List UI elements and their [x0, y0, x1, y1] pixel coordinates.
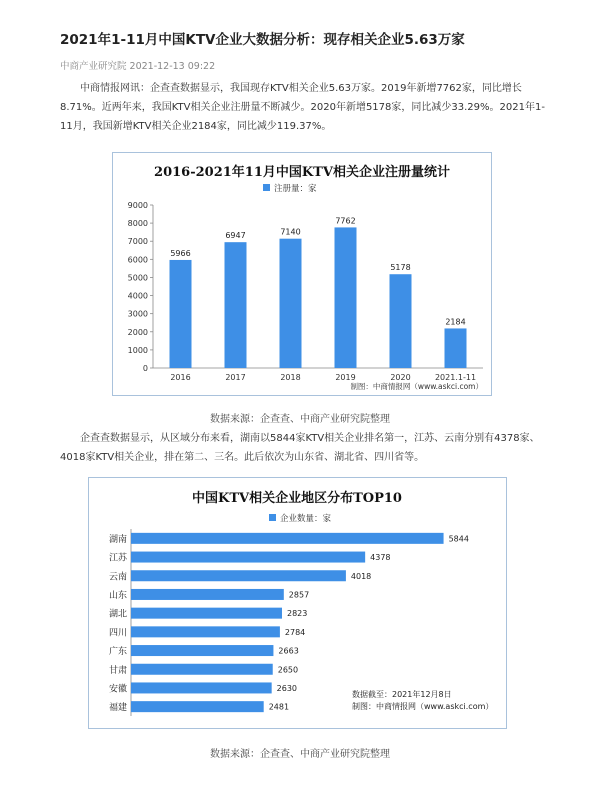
- chart1-value-label: 5966: [170, 248, 191, 258]
- chart2-caption: 数据来源：企查查、中商产业研究院整理: [210, 749, 390, 760]
- chart1-caption: 数据来源：企查查、中商产业研究院整理: [210, 414, 390, 425]
- chart2-legend-label: 企业数量：家: [280, 514, 332, 524]
- chart1-value-label: 5178: [390, 263, 411, 273]
- chart2-bar: [131, 533, 444, 544]
- chart1-y-tick-label: 9000: [127, 201, 148, 210]
- chart1-legend-label: 注册量：家: [274, 184, 317, 194]
- chart1-value-label: 2184: [445, 317, 466, 327]
- chart2-value-label: 2663: [278, 646, 299, 656]
- chart2-value-label: 2784: [284, 627, 306, 637]
- chart2-value-label: 2481: [268, 702, 290, 712]
- chart2-value-label: 4378: [370, 553, 391, 563]
- chart1-x-tick-label: 2020: [390, 373, 411, 382]
- paragraph-2: 企查查数据显示，从区域分布来看，湖南以5844家KTV相关企业排名第一，江苏、云南分别有4378家、4018家KTV相关企业，排在第二、三名。此后依次为山东省、湖北省、四川省等。: [60, 433, 540, 463]
- chart2-value-label: 4018: [350, 571, 372, 581]
- chart2-category-label: 福建: [108, 703, 127, 714]
- chart2-category-label: 云南: [108, 572, 127, 583]
- chart1-x-tick-label: 2017: [225, 373, 246, 382]
- region-bar-chart: [88, 477, 507, 729]
- chart1-title: 2016-2021年11月中国KTV相关企业注册量统计: [154, 165, 450, 180]
- chart2-value-label: 5844: [448, 534, 469, 544]
- chart1-value-label: 7140: [280, 227, 301, 237]
- chart2-title: 中国KTV相关企业地区分布TOP10: [192, 491, 402, 506]
- chart2-bar: [131, 570, 346, 581]
- chart1-y-tick-label: 0: [142, 364, 148, 373]
- registration-chart-svg: [113, 153, 491, 395]
- chart2-source: 制图：中商情报网（www.askci.com）: [352, 702, 494, 711]
- chart2-category-label: 安徽: [108, 684, 127, 695]
- chart2-category-label: 湖南: [108, 534, 127, 545]
- chart1-y-tick-label: 5000: [127, 273, 148, 283]
- chart2-category-label: 甘肃: [108, 665, 127, 676]
- chart2-category-label: 江苏: [108, 553, 127, 564]
- chart2-category-label: 湖北: [108, 609, 127, 620]
- chart1-bar: [280, 239, 302, 368]
- chart1-x-tick-label: 2016: [170, 373, 191, 382]
- chart1-y-tick-label: 8000: [127, 219, 148, 229]
- chart1-x-tick-label: 2018: [280, 373, 301, 382]
- registration-bar-chart: [112, 152, 492, 396]
- chart1-y-tick-label: 3000: [127, 309, 148, 319]
- chart2-note-date: 数据截至：2021年12月8日: [352, 690, 452, 699]
- chart2-value-label: 2630: [276, 683, 298, 693]
- chart1-value-label: 7762: [335, 216, 356, 226]
- chart2-value-label: 2857: [288, 590, 310, 600]
- chart1-y-tick-label: 6000: [127, 255, 148, 265]
- chart1-source: 制图：中商情报网（www.askci.com）: [350, 382, 483, 391]
- chart2-bar: [131, 682, 272, 693]
- chart1-bar: [170, 260, 192, 368]
- chart2-bar: [131, 664, 273, 675]
- chart1-bar: [225, 242, 247, 368]
- chart2-bar: [131, 589, 284, 600]
- chart2-category-label: 广东: [108, 647, 127, 658]
- chart1-y-tick-label: 4000: [127, 291, 148, 301]
- chart2-bar: [131, 626, 280, 637]
- region-chart-svg: [89, 478, 506, 728]
- chart2-category-label: 四川: [108, 628, 127, 639]
- chart2-bar: [131, 645, 273, 656]
- chart1-y-tick-label: 7000: [127, 237, 148, 247]
- chart1-bar: [390, 274, 412, 368]
- chart1-x-tick-label: 2019: [335, 373, 356, 382]
- chart2-legend-swatch: [269, 514, 276, 521]
- chart1-bar: [445, 328, 467, 368]
- chart2-bar: [131, 701, 264, 712]
- chart1-y-tick-label: 1000: [127, 345, 148, 355]
- article-title: 2021年1-11月中国KTV企业大数据分析：现存相关企业5.63万家: [60, 32, 465, 48]
- chart1-x-tick-label: 2021.1-11: [434, 373, 477, 382]
- chart1-legend-swatch: [263, 184, 270, 191]
- chart2-category-label: 山东: [108, 590, 127, 601]
- paragraph-1: 中商情报网讯：企查查数据显示，我国现存KTV相关企业5.63万家。2019年新增7762家，同比增长8.71%。近两年来，我国KTV相关企业注册量不断减少。2020年新增5178家，同比减少33.29%。2021年1-11月，我国新增KTV相关企业2184家，同比减少119.37%。: [60, 83, 545, 132]
- chart1-value-label: 6947: [225, 231, 246, 241]
- chart2-bar: [131, 552, 365, 563]
- chart2-bar: [131, 608, 282, 619]
- chart2-value-label: 2823: [286, 609, 308, 619]
- chart1-bar: [335, 227, 357, 368]
- article-meta: 中商产业研究院 2021-12-13 09:22: [60, 61, 216, 72]
- chart2-value-label: 2650: [277, 665, 299, 675]
- chart1-y-tick-label: 2000: [127, 327, 148, 337]
